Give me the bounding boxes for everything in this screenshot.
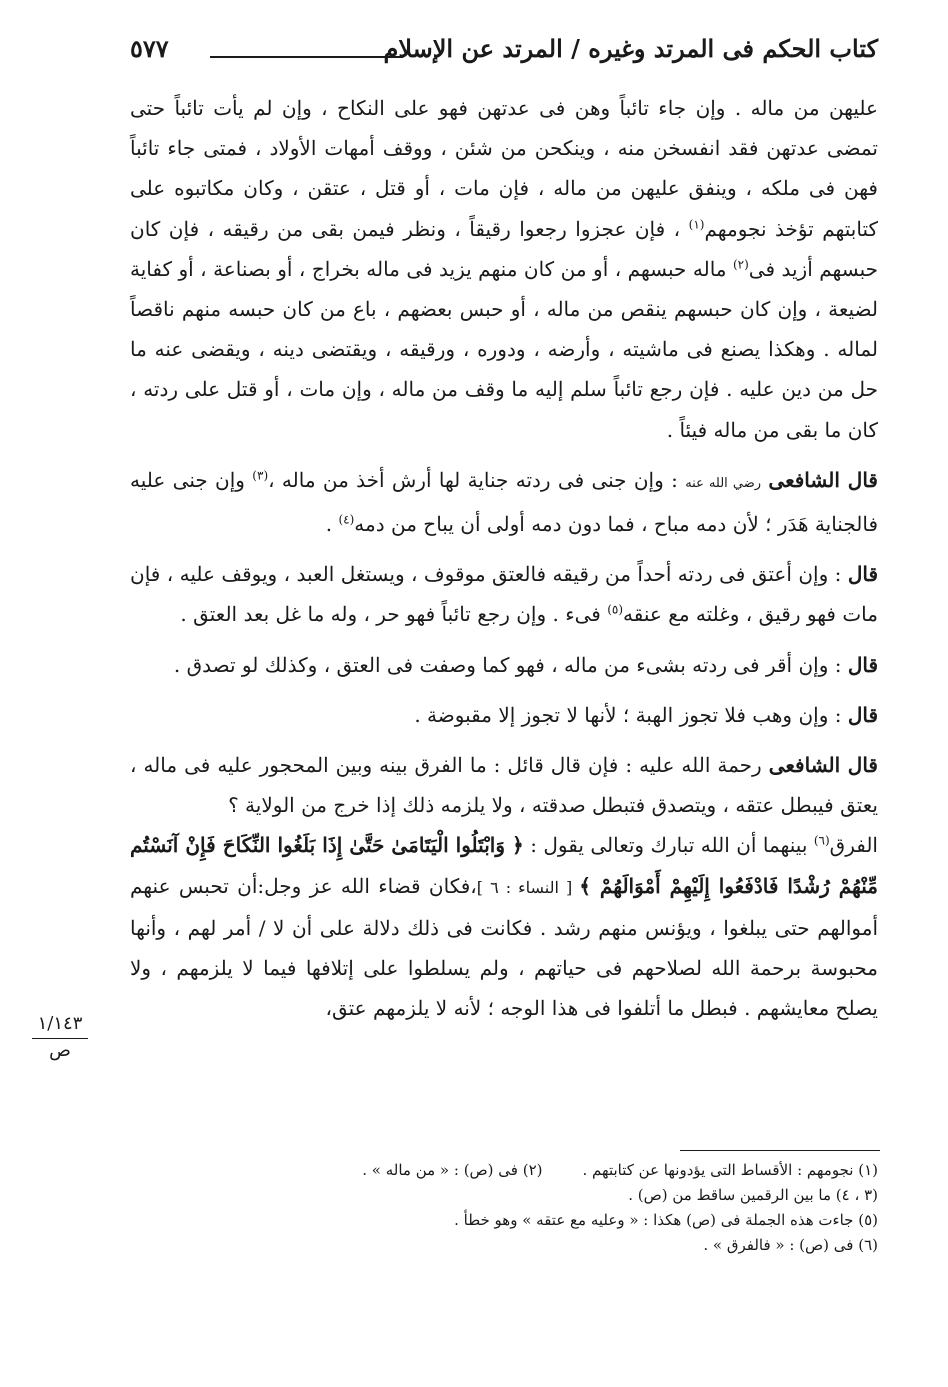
paragraph-3 — [130, 554, 878, 634]
footnote-6: (٦) فى (ص) : « فالفرق » . — [703, 1236, 878, 1254]
footnote-marker: (٤) — [338, 512, 355, 527]
text-run: ،فكان قضاء الله عز وجل:أن تحبس عنهم أموالهم حتى يبلغوا ، ويؤنس منهم رشد . فكانت فى ذلك دلالة على أن لا / أمر لهم ، وأنها محبوسة برحمة الله لصلاحهم فى حياتهم ، ولم يسلطوا على إتلافها فيما لا يلزمهم ، ولا يصلح معايشهم . فبطل ما أتلفوا فى هذا الوجه ؛ لأنه لا يلزمهم عتق، — [130, 873, 878, 1021]
text-run: ماله حبسهم ، أو من كان منهم يزيد فى ماله بخراج ، أو بصناعة ، أو كفاية لضيعة ، وإن كان حبسهم ينقص من ماله ، أو حبس بعضهم ، باع من كان حبسه منهم ناقصاً لماله . وهكذا يصنع فى ماشيته ، وأرضه ، ودوره ، ورقيقه ، ويقتضى دينه ، ويقضى عنه ما حل من دين عليه . فإن رجع تائباً سلم إليه ما وقف من ماله ، وإن مات ، أو قتل على ردته ، كان ما بقى من ماله فيئاً . — [130, 256, 878, 442]
footnote-marker: (١) — [688, 216, 705, 231]
footnote-marker: (٣) — [252, 468, 269, 483]
text-run: : وإن أقر فى ردته بشىء من ماله ، فهو كما وصفت فى العتق ، وكذلك لو تصدق . — [173, 652, 848, 677]
paragraph-7 — [130, 825, 878, 1028]
footnotes — [240, 1158, 878, 1258]
speaker-label: قال — [847, 562, 879, 587]
paragraph-4 — [130, 645, 878, 685]
text-run: : وإن جنى فى ردته جناية لها أرش أخذ من ماله ، — [268, 467, 686, 492]
text-run: : وإن وهب فلا تجوز الهبة ؛ لأنها لا تجوز إلا مقبوضة . — [414, 702, 848, 727]
folio-number: ١/١٤٣ — [32, 1012, 89, 1039]
speaker-label: قال — [847, 702, 878, 727]
text-run: : وإن أعتق فى ردته أحداً من رقيقه فالعتق موقوف ، ويستغل العبد ، ويوقف عليه ، فإن مات فهو رقيق ، وغلته مع عنقه — [130, 562, 878, 627]
paragraph-1 — [130, 88, 878, 450]
text-run: الفرق — [829, 833, 878, 858]
honorific: رضي الله عنه — [685, 475, 762, 491]
footnote-marker: (٢) — [732, 257, 749, 272]
footnote-marker: (٥) — [607, 602, 624, 617]
text-run: بينهما أن الله تبارك وتعالى يقول : — [523, 833, 814, 858]
footnote-3-4: (٣ ، ٤) ما بين الرقمين ساقط من (ص) . — [628, 1186, 878, 1204]
footnote-row — [240, 1158, 878, 1183]
footnote-1: (١) نجومهم : الأقساط التى يؤدونها عن كتابتهم . — [582, 1161, 878, 1179]
text-run: . — [325, 512, 339, 537]
text-run: رحمة الله عليه : فإن قال قائل : ما الفرق بينه وبين المحجور عليه فى ماله ، يعتق فيبطل عتقه ، ويتصدق فتبطل صدقته ، ولا يلزمه ذلك إذا خرج من الولاية ؟ — [130, 753, 878, 818]
footnote-marker: (٦) — [813, 833, 830, 848]
footnote-rule — [680, 1150, 880, 1151]
page-header — [130, 34, 878, 74]
paragraph-5 — [130, 695, 878, 735]
header-rule — [210, 56, 403, 58]
speaker-label: قال الشافعى — [768, 753, 878, 778]
page-number: ٥٧٧ — [130, 34, 169, 63]
text-run: فىء . وإن رجع تائباً فهو حر ، وله ما غل بعد العتق . — [180, 602, 608, 627]
paragraph-2 — [130, 460, 878, 544]
text-run: وإن جنى عليه فالجناية هَدَر ؛ لأن دمه مباح ، فما دون دمه أولى أن يباح من دمه — [130, 467, 878, 537]
folio-manuscript: ص — [49, 1040, 71, 1061]
speaker-label: قال الشافعى — [768, 467, 878, 492]
quran-verse: ﴿ وَابْتَلُوا الْيَتَامَىٰ حَتَّىٰ إِذَا بَلَغُوا النِّكَاحَ فَإِنْ آنَسْتُم مِّنْهُمْ رُشْدًا فَادْفَعُوا إِلَيْهِمْ أَمْوَالَهُمْ ﴾ — [130, 833, 879, 898]
main-text — [130, 88, 878, 1028]
text-run: عليهن من ماله . وإن جاء تائباً وهن فى عدتهن فهو على النكاح ، وإن لم يأت تائباً حتى تمضى عدتهن فقد انفسخن منه ، وينكحن من شئن ، ووقف أمهات الأولاد ، فمتى جاء تائباً فهن فى ملكه ، وينفق عليهن من ماله ، فإن مات ، أو قتل ، عتقن ، وكان مكاتبوه على كتابتهم تؤخذ نجومهم — [130, 96, 879, 241]
verse-reference: [ النساء : ٦ ] — [476, 877, 580, 897]
text-run: ، فإن عجزوا رجعوا رقيقاً ، ونظر فيمن بقى من رقيقه ، فإن كان حبسهم أزيد فى — [130, 216, 878, 281]
footnote-2: (٢) فى (ص) : « من ماله » . — [362, 1161, 543, 1179]
paragraph-6 — [130, 745, 878, 825]
running-title: كتاب الحكم فى المرتد وغيره / المرتد عن الإسلام — [383, 34, 878, 63]
footnote-5: (٥) جاءت هذه الجملة فى (ص) هكذا : « وعليه مع عتقه » وهو خطأ . — [454, 1211, 878, 1229]
manuscript-folio-note — [20, 1012, 100, 1063]
speaker-label: قال — [847, 652, 878, 677]
